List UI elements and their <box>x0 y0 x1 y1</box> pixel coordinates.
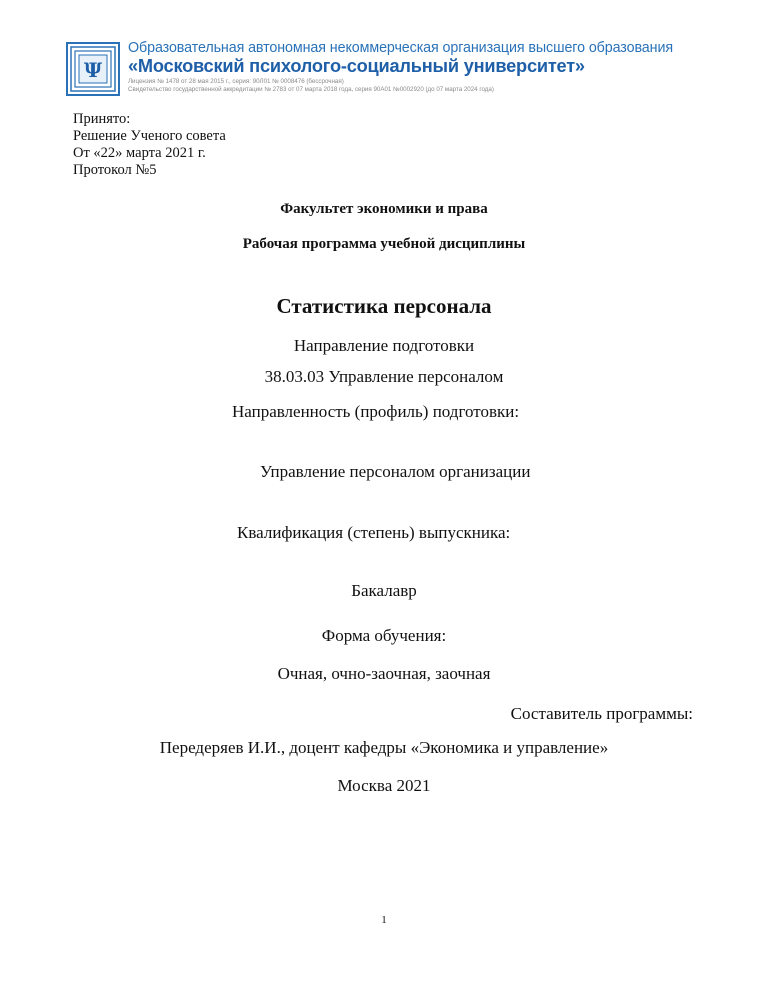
approval-date: От «22» марта 2021 г. <box>73 145 206 161</box>
profile-value: Управление персоналом организации <box>260 462 531 481</box>
qualification-label: Квалификация (степень) выпускника: <box>237 523 511 542</box>
svg-text:Ψ: Ψ <box>83 58 103 82</box>
approval-protocol: Протокол №5 <box>73 162 157 178</box>
page-number: 1 <box>381 914 387 926</box>
approval-council: Решение Ученого совета <box>73 128 226 144</box>
accreditation-line: Свидетельство государственной аккредитации № 2783 от 07 марта 2018 года, серия 90А01 №0002920 (до 07 марта 2024 года) <box>128 86 494 93</box>
org-type-line: Образовательная автономная некоммерческая организация высшего образования <box>128 40 673 56</box>
faculty-title: Факультет экономики и права <box>280 201 488 217</box>
discipline-title: Статистика персонала <box>276 294 492 318</box>
author-label: Составитель программы: <box>510 704 693 723</box>
license-line: Лицензия № 1478 от 28 мая 2015 г., серия: 90Л01 № 0008476 (бессрочная) <box>128 78 344 85</box>
program-type-title: Рабочая программа учебной дисциплины <box>242 236 526 252</box>
university-name: «Московский психолого-социальный университет» <box>128 56 585 76</box>
author-value: Передеряев И.И., доцент кафедры «Экономика и управление» <box>159 738 609 757</box>
approval-label: Принято: <box>73 111 131 127</box>
qualification-value: Бакалавр <box>351 581 417 600</box>
study-form-label: Форма обучения: <box>321 626 447 645</box>
direction-value: 38.03.03 Управление персоналом <box>264 367 504 386</box>
city-year: Москва 2021 <box>337 776 431 795</box>
study-form-value: Очная, очно-заочная, заочная <box>277 664 491 683</box>
profile-label: Направленность (профиль) подготовки: <box>232 402 520 421</box>
psi-logo-icon <box>66 42 120 96</box>
direction-label: Направление подготовки <box>293 336 475 355</box>
